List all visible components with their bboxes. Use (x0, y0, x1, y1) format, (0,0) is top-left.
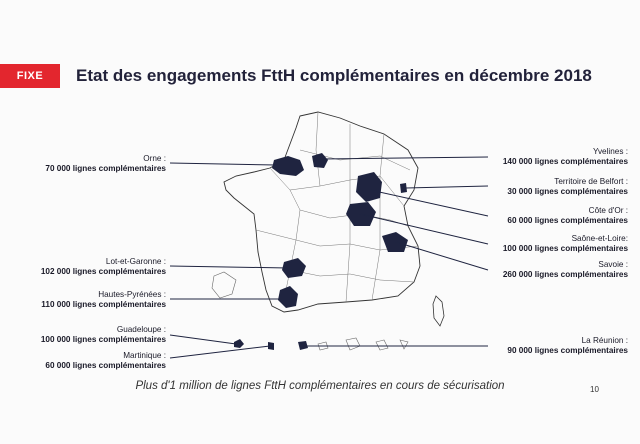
france-mainland-outline (224, 112, 420, 312)
label-saone-et-loire-value: 100 000 lignes complémentaires (502, 244, 628, 253)
page-number: 10 (590, 385, 599, 394)
overseas-outlines (212, 272, 408, 350)
label-yvelines (503, 147, 628, 167)
label-saone-et-loire-name: Saône-et-Loire: (571, 234, 628, 243)
dept-savoie (382, 232, 408, 252)
leader-lines (170, 157, 488, 358)
label-territoire-de-belfort-name: Territoire de Belfort : (554, 177, 628, 186)
label-lot-et-garonne (41, 257, 166, 277)
dept-territoire-de-belfort (400, 183, 407, 193)
label-martinique-value: 60 000 lignes complémentaires (45, 361, 166, 370)
highlighted-departments (234, 153, 408, 350)
label-orne-name: Orne : (143, 154, 166, 163)
label-hautes-pyrenees (41, 290, 166, 310)
dept-hautes-pyrenees (278, 286, 298, 308)
label-la-reunion-name: La Réunion : (581, 336, 628, 345)
label-guadeloupe (41, 325, 166, 345)
label-martinique-name: Martinique : (123, 351, 166, 360)
label-orne (45, 154, 166, 174)
corsica-outline (433, 296, 444, 326)
label-guadeloupe-value: 100 000 lignes complémentaires (40, 335, 166, 344)
label-cote-dor-value: 60 000 lignes complémentaires (507, 216, 628, 225)
label-martinique (45, 351, 166, 371)
label-territoire-de-belfort (507, 177, 628, 197)
label-territoire-de-belfort-value: 30 000 lignes complémentaires (507, 187, 628, 196)
label-hautes-pyrenees-value: 110 000 lignes complémentaires (41, 300, 166, 309)
label-savoie-value: 260 000 lignes complémentaires (502, 270, 628, 279)
label-yvelines-value: 140 000 lignes complémentaires (502, 157, 628, 166)
label-saone-et-loire (503, 234, 628, 254)
label-orne-value: 70 000 lignes complémentaires (45, 164, 166, 173)
label-hautes-pyrenees-name: Hautes-Pyrénées : (98, 290, 166, 299)
label-guadeloupe-name: Guadeloupe : (116, 325, 166, 334)
label-cote-dor-name: Côte d'Or : (588, 206, 628, 215)
caption: Plus d'1 million de lignes FttH complémentaires en cours de sécurisation (135, 380, 505, 392)
label-savoie (503, 260, 628, 280)
label-savoie-name: Savoie : (598, 260, 628, 269)
dept-yvelines (312, 153, 328, 168)
section-tag: FIXE (0, 64, 60, 88)
label-yvelines-name: Yvelines : (592, 147, 628, 156)
dept-orne (272, 156, 304, 176)
label-cote-dor (507, 206, 628, 226)
label-lot-et-garonne-value: 102 000 lignes complémentaires (40, 267, 166, 276)
label-la-reunion (507, 336, 628, 356)
slide-title: Etat des engagements FttH complémentaires en décembre 2018 (76, 66, 592, 85)
label-lot-et-garonne-name: Lot-et-Garonne : (105, 257, 166, 266)
label-la-reunion-value: 90 000 lignes complémentaires (507, 346, 628, 355)
